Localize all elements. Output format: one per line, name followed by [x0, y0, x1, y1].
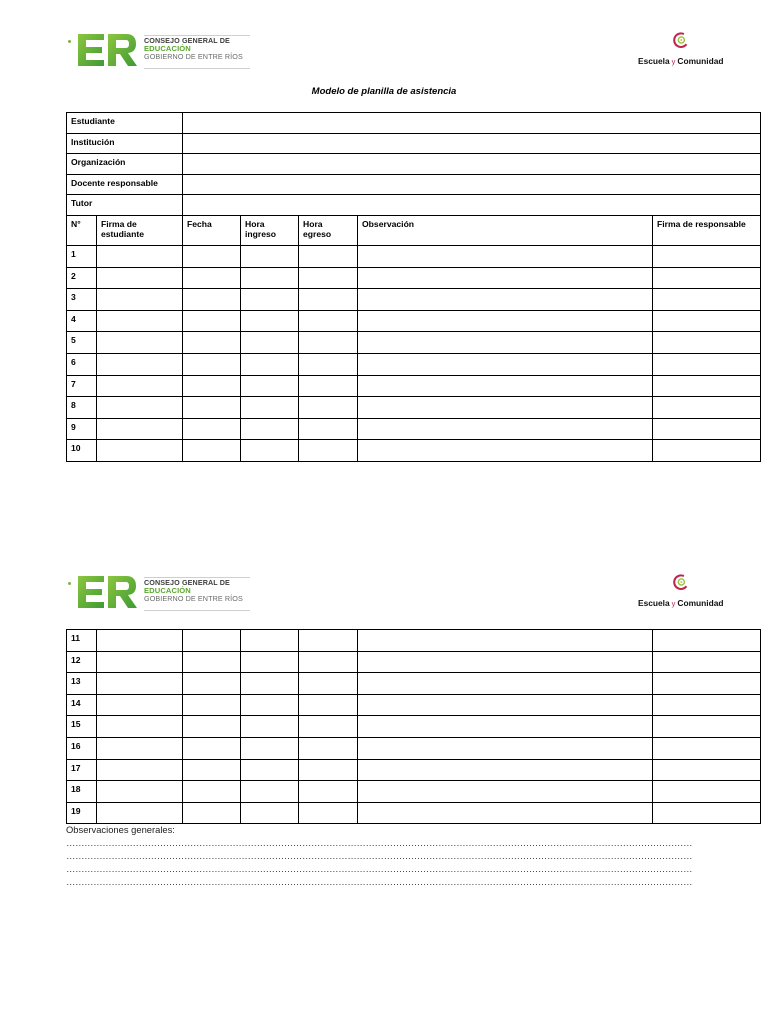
- header-col-student-signature: Firma de estudiante: [97, 215, 183, 245]
- ec-word-2: y: [671, 57, 676, 66]
- header-col-number: N°: [67, 215, 97, 245]
- logo-line-3: GOBIERNO DE ENTRE RÍOS: [144, 52, 243, 62]
- col-date-cell[interactable]: [183, 310, 241, 332]
- col-responsible-signature-cell[interactable]: [653, 737, 761, 759]
- logo-rule: [144, 577, 250, 578]
- col-date-cell[interactable]: [183, 332, 241, 354]
- col-observation-cell[interactable]: [358, 267, 653, 289]
- observation-line[interactable]: ………………………………………………………………………………………………………………………………………………………………………………………: [66, 863, 693, 874]
- col-responsible-signature-cell[interactable]: [653, 694, 761, 716]
- col-time-in-cell[interactable]: [241, 418, 299, 440]
- info-row: [67, 113, 761, 134]
- col-time-out-cell[interactable]: [299, 651, 358, 673]
- logo-line-1: CONSEJO GENERAL DE: [144, 578, 230, 587]
- row-number: 19: [67, 802, 97, 824]
- col-date-cell[interactable]: [183, 630, 241, 652]
- col-time-in-cell[interactable]: [241, 802, 299, 824]
- col-date-cell[interactable]: [183, 673, 241, 695]
- table-row: [67, 267, 761, 289]
- col-student-signature-cell[interactable]: [97, 375, 183, 397]
- col-time-in-cell[interactable]: [241, 397, 299, 419]
- col-observation-cell[interactable]: [358, 332, 653, 354]
- table-row: [67, 289, 761, 311]
- col-observation-cell[interactable]: [358, 716, 653, 738]
- header-col-responsible-signature: Firma de responsable: [653, 215, 761, 245]
- logo-line-2: EDUCACIÓN: [144, 586, 191, 596]
- observations-label: Observaciones generales:: [66, 824, 175, 835]
- row-number: 15: [67, 716, 97, 738]
- col-time-in-cell[interactable]: [241, 375, 299, 397]
- col-student-signature-cell[interactable]: [97, 245, 183, 267]
- col-responsible-signature-cell[interactable]: [653, 781, 761, 803]
- row-number: 7: [67, 375, 97, 397]
- col-student-signature-cell[interactable]: [97, 289, 183, 311]
- logo-dot: [68, 40, 71, 43]
- table-row: [67, 716, 761, 738]
- col-responsible-signature-cell[interactable]: [653, 375, 761, 397]
- escuela-comunidad-emblem-icon: [672, 572, 689, 592]
- col-observation-cell[interactable]: [358, 289, 653, 311]
- col-date-cell[interactable]: [183, 802, 241, 824]
- info-value-field[interactable]: [183, 113, 761, 134]
- col-student-signature-cell[interactable]: [97, 673, 183, 695]
- col-time-in-cell[interactable]: [241, 716, 299, 738]
- col-student-signature-cell[interactable]: [97, 802, 183, 824]
- col-student-signature-cell[interactable]: [97, 440, 183, 462]
- ec-word-3: Comunidad: [677, 598, 724, 608]
- col-time-in-cell[interactable]: [241, 289, 299, 311]
- table-row: [67, 737, 761, 759]
- col-date-cell[interactable]: [183, 651, 241, 673]
- col-date-cell[interactable]: [183, 440, 241, 462]
- col-responsible-signature-cell[interactable]: [653, 440, 761, 462]
- ec-word-1: Escuela: [638, 56, 670, 66]
- page-header: [0, 28, 768, 78]
- col-date-cell[interactable]: [183, 375, 241, 397]
- row-number: 13: [67, 673, 97, 695]
- col-date-cell[interactable]: [183, 716, 241, 738]
- col-student-signature-cell[interactable]: [97, 759, 183, 781]
- col-responsible-signature-cell[interactable]: [653, 630, 761, 652]
- header-col-time-in: Hora ingreso: [241, 215, 299, 245]
- consejo-educacion-wordmark: [144, 37, 243, 62]
- info-row: [67, 174, 761, 195]
- col-date-cell[interactable]: [183, 353, 241, 375]
- page-header: [0, 570, 768, 620]
- logo-dot: [68, 582, 71, 585]
- col-time-out-cell[interactable]: [299, 673, 358, 695]
- col-responsible-signature-cell[interactable]: [653, 716, 761, 738]
- col-responsible-signature-cell[interactable]: [653, 651, 761, 673]
- col-time-out-cell[interactable]: [299, 802, 358, 824]
- observation-line[interactable]: ………………………………………………………………………………………………………………………………………………………………………………………: [66, 876, 693, 887]
- table-row: [67, 673, 761, 695]
- header-col-date: Fecha: [183, 215, 241, 245]
- col-time-out-cell[interactable]: [299, 630, 358, 652]
- col-observation-cell[interactable]: [358, 781, 653, 803]
- col-student-signature-cell[interactable]: [97, 716, 183, 738]
- col-time-in-cell[interactable]: [241, 651, 299, 673]
- col-observation-cell[interactable]: [358, 440, 653, 462]
- col-time-in-cell[interactable]: [241, 353, 299, 375]
- table-row: [67, 418, 761, 440]
- info-value-field[interactable]: [183, 174, 761, 195]
- col-observation-cell[interactable]: [358, 418, 653, 440]
- info-label: Estudiante: [67, 113, 183, 134]
- col-time-out-cell[interactable]: [299, 418, 358, 440]
- col-observation-cell[interactable]: [358, 375, 653, 397]
- col-responsible-signature-cell[interactable]: [653, 673, 761, 695]
- logo-rule: [144, 610, 250, 611]
- col-observation-cell[interactable]: [358, 310, 653, 332]
- info-value-field[interactable]: [183, 195, 761, 216]
- attendance-table-continued: [66, 629, 761, 824]
- info-row: [67, 195, 761, 216]
- logo-line-2: EDUCACIÓN: [144, 44, 191, 54]
- col-time-in-cell[interactable]: [241, 310, 299, 332]
- col-student-signature-cell[interactable]: [97, 651, 183, 673]
- col-time-out-cell[interactable]: [299, 694, 358, 716]
- col-student-signature-cell[interactable]: [97, 418, 183, 440]
- col-student-signature-cell[interactable]: [97, 267, 183, 289]
- col-date-cell[interactable]: [183, 759, 241, 781]
- col-responsible-signature-cell[interactable]: [653, 418, 761, 440]
- table-row: [67, 781, 761, 803]
- col-student-signature-cell[interactable]: [97, 353, 183, 375]
- col-student-signature-cell[interactable]: [97, 310, 183, 332]
- logo-rule: [144, 35, 250, 36]
- header-col-observation: Observación: [358, 215, 653, 245]
- ec-word-1: Escuela: [638, 598, 670, 608]
- info-label: Tutor: [67, 195, 183, 216]
- col-time-out-cell[interactable]: [299, 440, 358, 462]
- col-time-in-cell[interactable]: [241, 332, 299, 354]
- table-row: [67, 440, 761, 462]
- col-observation-cell[interactable]: [358, 694, 653, 716]
- ec-word-3: Comunidad: [677, 56, 724, 66]
- col-time-in-cell[interactable]: [241, 694, 299, 716]
- logo-line-3: GOBIERNO DE ENTRE RÍOS: [144, 594, 243, 604]
- col-time-in-cell[interactable]: [241, 737, 299, 759]
- col-responsible-signature-cell[interactable]: [653, 310, 761, 332]
- escuela-comunidad-logo: [636, 570, 732, 612]
- table-header-row: [67, 215, 761, 245]
- col-time-out-cell[interactable]: [299, 759, 358, 781]
- col-observation-cell[interactable]: [358, 802, 653, 824]
- row-number: 14: [67, 694, 97, 716]
- col-observation-cell[interactable]: [358, 397, 653, 419]
- table-row: [67, 245, 761, 267]
- table-row: [67, 630, 761, 652]
- col-time-out-cell[interactable]: [299, 245, 358, 267]
- escuela-comunidad-wordmark: [638, 56, 723, 66]
- row-number: 8: [67, 397, 97, 419]
- row-number: 10: [67, 440, 97, 462]
- escuela-comunidad-logo: [636, 28, 732, 70]
- consejo-educacion-logo: [68, 32, 253, 68]
- col-observation-cell[interactable]: [358, 245, 653, 267]
- col-student-signature-cell[interactable]: [97, 781, 183, 803]
- col-date-cell[interactable]: [183, 245, 241, 267]
- er-letters-logo: [76, 574, 138, 610]
- col-responsible-signature-cell[interactable]: [653, 397, 761, 419]
- row-number: 17: [67, 759, 97, 781]
- ec-word-2: y: [671, 599, 676, 608]
- col-date-cell[interactable]: [183, 267, 241, 289]
- document-title: Modelo de planilla de asistencia: [311, 86, 457, 97]
- col-time-out-cell[interactable]: [299, 375, 358, 397]
- col-responsible-signature-cell[interactable]: [653, 267, 761, 289]
- col-responsible-signature-cell[interactable]: [653, 802, 761, 824]
- info-label: Institución: [67, 133, 183, 154]
- col-observation-cell[interactable]: [358, 673, 653, 695]
- col-date-cell[interactable]: [183, 737, 241, 759]
- col-time-out-cell[interactable]: [299, 353, 358, 375]
- col-observation-cell[interactable]: [358, 737, 653, 759]
- row-number: 1: [67, 245, 97, 267]
- row-number: 5: [67, 332, 97, 354]
- table-row: [67, 694, 761, 716]
- info-value-field[interactable]: [183, 133, 761, 154]
- header-col-time-out: Hora egreso: [299, 215, 358, 245]
- col-date-cell[interactable]: [183, 694, 241, 716]
- row-number: 2: [67, 267, 97, 289]
- table-row: [67, 802, 761, 824]
- table-row: [67, 353, 761, 375]
- col-responsible-signature-cell[interactable]: [653, 759, 761, 781]
- col-student-signature-cell[interactable]: [97, 694, 183, 716]
- info-label: Docente responsable: [67, 174, 183, 195]
- col-student-signature-cell[interactable]: [97, 630, 183, 652]
- col-time-in-cell[interactable]: [241, 630, 299, 652]
- col-responsible-signature-cell[interactable]: [653, 353, 761, 375]
- col-time-out-cell[interactable]: [299, 781, 358, 803]
- row-number: 16: [67, 737, 97, 759]
- col-responsible-signature-cell[interactable]: [653, 289, 761, 311]
- logo-line-1: CONSEJO GENERAL DE: [144, 36, 230, 45]
- escuela-comunidad-wordmark: [638, 598, 723, 608]
- col-time-in-cell[interactable]: [241, 267, 299, 289]
- row-number: 9: [67, 418, 97, 440]
- attendance-table: [66, 112, 761, 462]
- info-label: Organización: [67, 154, 183, 175]
- col-student-signature-cell[interactable]: [97, 737, 183, 759]
- col-date-cell[interactable]: [183, 418, 241, 440]
- col-time-out-cell[interactable]: [299, 737, 358, 759]
- row-number: 11: [67, 630, 97, 652]
- table-row: [67, 375, 761, 397]
- col-time-out-cell[interactable]: [299, 716, 358, 738]
- col-time-out-cell[interactable]: [299, 310, 358, 332]
- observation-line[interactable]: ………………………………………………………………………………………………………………………………………………………………………………………: [66, 837, 693, 848]
- table-row: [67, 397, 761, 419]
- escuela-comunidad-emblem-icon: [672, 30, 689, 50]
- col-time-in-cell[interactable]: [241, 440, 299, 462]
- col-student-signature-cell[interactable]: [97, 397, 183, 419]
- col-time-out-cell[interactable]: [299, 267, 358, 289]
- info-row: [67, 133, 761, 154]
- table-row: [67, 310, 761, 332]
- row-number: 4: [67, 310, 97, 332]
- col-time-out-cell[interactable]: [299, 332, 358, 354]
- col-student-signature-cell[interactable]: [97, 332, 183, 354]
- col-observation-cell[interactable]: [358, 353, 653, 375]
- table-row: [67, 651, 761, 673]
- col-time-out-cell[interactable]: [299, 397, 358, 419]
- observation-line[interactable]: ………………………………………………………………………………………………………………………………………………………………………………………: [66, 850, 693, 861]
- row-number: 6: [67, 353, 97, 375]
- col-responsible-signature-cell[interactable]: [653, 245, 761, 267]
- col-date-cell[interactable]: [183, 397, 241, 419]
- col-date-cell[interactable]: [183, 781, 241, 803]
- col-responsible-signature-cell[interactable]: [653, 332, 761, 354]
- col-time-in-cell[interactable]: [241, 759, 299, 781]
- row-number: 3: [67, 289, 97, 311]
- info-row: [67, 154, 761, 175]
- table-row: [67, 759, 761, 781]
- col-time-in-cell[interactable]: [241, 245, 299, 267]
- info-value-field[interactable]: [183, 154, 761, 175]
- row-number: 18: [67, 781, 97, 803]
- consejo-educacion-logo: [68, 574, 253, 610]
- consejo-educacion-wordmark: [144, 579, 243, 604]
- general-observations: [66, 824, 706, 888]
- col-time-in-cell[interactable]: [241, 781, 299, 803]
- col-observation-cell[interactable]: [358, 759, 653, 781]
- table-row: [67, 332, 761, 354]
- col-observation-cell[interactable]: [358, 630, 653, 652]
- col-observation-cell[interactable]: [358, 651, 653, 673]
- col-time-out-cell[interactable]: [299, 289, 358, 311]
- col-date-cell[interactable]: [183, 289, 241, 311]
- row-number: 12: [67, 651, 97, 673]
- logo-rule: [144, 68, 250, 69]
- er-letters-logo: [76, 32, 138, 68]
- col-time-in-cell[interactable]: [241, 673, 299, 695]
